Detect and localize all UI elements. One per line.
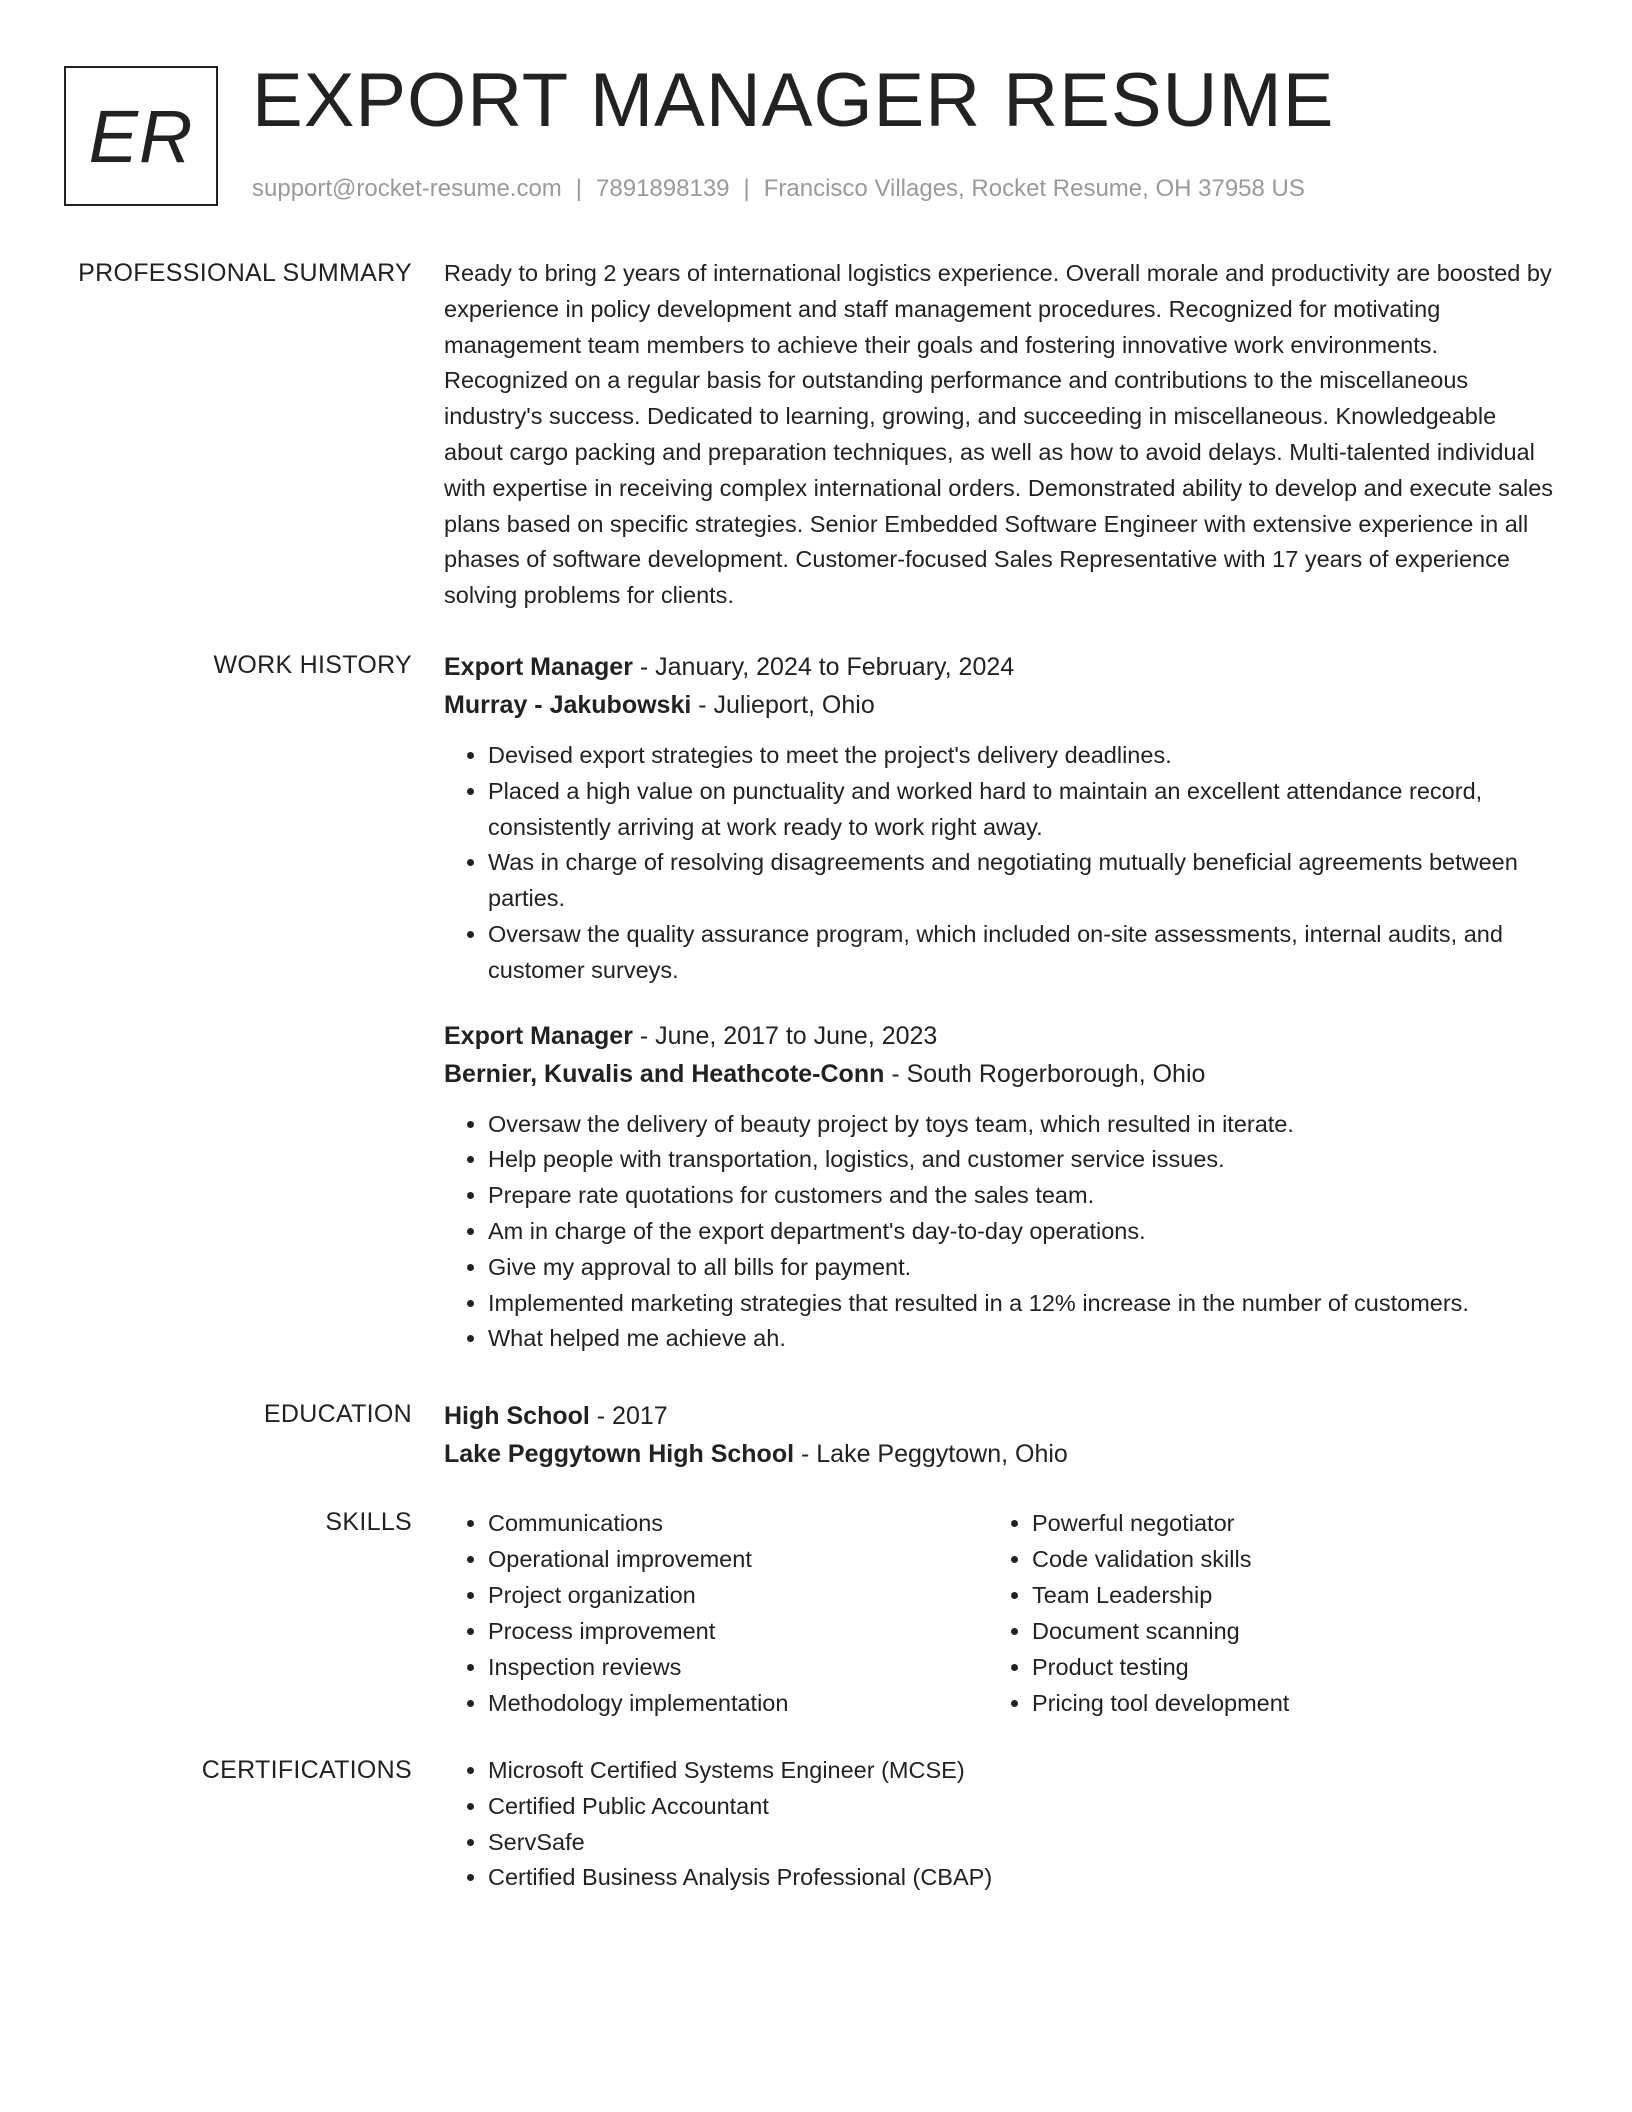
job-title-line <box>444 648 1554 686</box>
section-label-summary: PROFESSIONAL SUMMARY <box>78 259 412 287</box>
certification-item: • Certified Business Analysis Professional (CBAP) <box>488 1860 1554 1896</box>
job-bullet: • Give my approval to all bills for payment. <box>488 1250 1554 1286</box>
job-location: - Julieport, Ohio <box>691 691 875 719</box>
education-degree: High School <box>444 1402 590 1430</box>
job-bullet: • Placed a high value on punctuality and worked hard to maintain an excellent attendance record, consistently arriving at work ready to work right away. <box>488 774 1554 846</box>
summary-body <box>444 256 1554 614</box>
education-year: - 2017 <box>589 1402 668 1430</box>
section-label-certifications: CERTIFICATIONS <box>201 1756 412 1784</box>
job-entry <box>444 648 1554 989</box>
section-label-work: WORK HISTORY <box>213 651 412 679</box>
skill-item: • Communications <box>488 1505 988 1541</box>
section-label-skills: SKILLS <box>325 1508 412 1536</box>
job-bullet: • Am in charge of the export department's day-to-day operations. <box>488 1214 1554 1250</box>
job-bullet: • Prepare rate quotations for customers and the sales team. <box>488 1178 1554 1214</box>
job-bullet: • Was in charge of resolving disagreements and negotiating mutually beneficial agreements between parties. <box>488 845 1554 917</box>
job-company: Murray - Jakubowski <box>444 691 692 719</box>
certification-item: • Certified Public Accountant <box>488 1789 1554 1825</box>
contact-line <box>252 174 1305 204</box>
education-school-line <box>444 1435 1554 1473</box>
job-bullets <box>444 1107 1554 1358</box>
skills-columns <box>444 1505 1554 1721</box>
skill-item: • Powerful negotiator <box>1032 1505 1532 1541</box>
job-entry <box>444 1017 1554 1358</box>
skills-list-left <box>444 1505 988 1721</box>
job-title-line <box>444 1017 1554 1055</box>
certifications-list <box>444 1753 1554 1896</box>
skill-item: • Operational improvement <box>488 1541 988 1577</box>
skills-list-right <box>988 1505 1532 1721</box>
education-school: Lake Peggytown High School <box>444 1440 795 1468</box>
job-bullet: • Help people with transportation, logistics, and customer service issues. <box>488 1142 1554 1178</box>
skills-body <box>444 1505 1554 1721</box>
education-location: - Lake Peggytown, Ohio <box>794 1440 1068 1468</box>
education-body <box>444 1397 1554 1473</box>
job-bullet: • Implemented marketing strategies that resulted in a 12% increase in the number of customers. <box>488 1286 1554 1322</box>
section-label-education: EDUCATION <box>263 1400 412 1428</box>
certification-item: • ServSafe <box>488 1825 1554 1861</box>
summary-text: Ready to bring 2 years of international logistics experience. Overall morale and productivity are boosted by experience in policy development and staff management procedures. Recognized for motivating management team members to achieve their goals and fostering innovative work environments. Recognized on a regular basis for outstanding performance and contributions to the miscellaneous industry's success. Dedicated to learning, growing, and succeeding in miscellaneous. Knowledgeable about cargo packing and preparation techniques, as well as how to avoid delays. Multi-talented individual with expertise in receiving complex international orders. Demonstrated ability to develop and execute sales plans based on specific strategies. Senior Embedded Software Engineer with extensive experience in all phases of software development. Customer-focused Sales Representative with 17 years of experience solving problems for clients. <box>444 260 1554 609</box>
skill-item: • Methodology implementation <box>488 1685 988 1721</box>
job-dates: - January, 2024 to February, 2024 <box>632 653 1015 681</box>
job-title: Export Manager <box>444 653 633 681</box>
skill-item: • Inspection reviews <box>488 1649 988 1685</box>
monogram-box <box>64 66 218 206</box>
contact-address: Francisco Villages, Rocket Resume, OH 37958 US <box>763 175 1305 202</box>
monogram-initials: ER <box>88 94 194 178</box>
skill-item: • Process improvement <box>488 1613 988 1649</box>
job-company-line <box>444 686 1554 724</box>
job-dates: - June, 2017 to June, 2023 <box>632 1021 938 1050</box>
job-bullet: • Oversaw the delivery of beauty project by toys team, which resulted in iterate. <box>488 1107 1554 1143</box>
contact-phone: 7891898139 <box>596 175 730 202</box>
job-location: - South Rogerborough, Ohio <box>884 1059 1206 1088</box>
skill-item: • Product testing <box>1032 1649 1532 1685</box>
skill-item: • Project organization <box>488 1577 988 1613</box>
contact-email: support@rocket-resume.com <box>252 175 562 202</box>
work-body <box>444 648 1554 1357</box>
job-bullets <box>444 738 1554 989</box>
skill-item: • Code validation skills <box>1032 1541 1532 1577</box>
job-bullet: • Devised export strategies to meet the project's delivery deadlines. <box>488 738 1554 774</box>
job-company: Bernier, Kuvalis and Heathcote-Conn <box>444 1059 885 1088</box>
skill-item: • Pricing tool development <box>1032 1685 1532 1721</box>
contact-separator: | <box>743 175 750 202</box>
job-title: Export Manager <box>444 1021 633 1050</box>
contact-separator: | <box>575 175 583 202</box>
certifications-body <box>444 1753 1554 1896</box>
job-bullet: • What helped me achieve ah. <box>488 1321 1554 1357</box>
skill-item: • Team Leadership <box>1032 1577 1532 1613</box>
certification-item: • Microsoft Certified Systems Engineer (MCSE) <box>488 1753 1554 1789</box>
resume-title: EXPORT MANAGER RESUME <box>252 58 1335 143</box>
job-bullet: • Oversaw the quality assurance program, which included on-site assessments, internal audits, and customer surveys. <box>488 917 1554 989</box>
education-degree-line <box>444 1397 1554 1435</box>
job-company-line <box>444 1055 1554 1093</box>
skill-item: • Document scanning <box>1032 1613 1532 1649</box>
